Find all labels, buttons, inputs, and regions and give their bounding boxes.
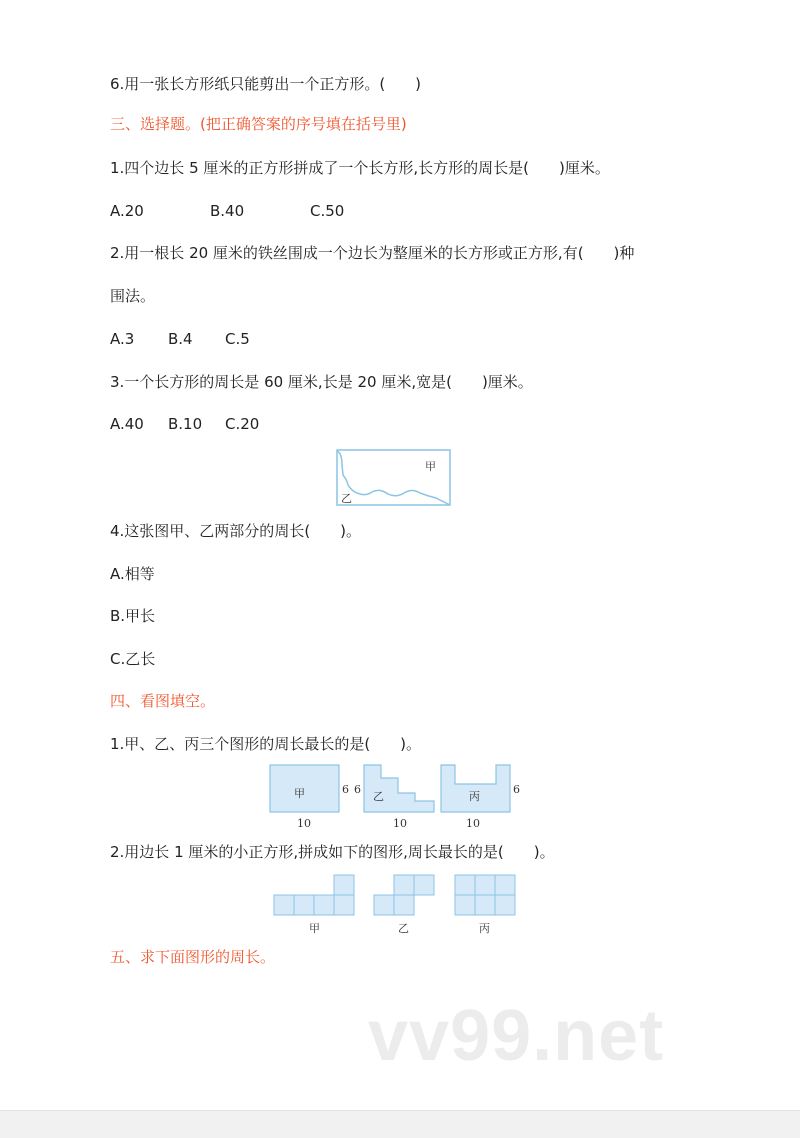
shape-label-jia: 甲 (294, 787, 305, 800)
choice-4-option-a: A.相等 (110, 565, 155, 583)
question-6: 6.用一张长方形纸只能剪出一个正方形。( ) (110, 75, 422, 93)
squares-label-yi: 乙 (398, 922, 409, 935)
choice-question-3: 3.一个长方形的周长是 60 厘米,长是 20 厘米,宽是( )厘米。 (110, 373, 533, 391)
choice-1-option-a: A.20 (110, 202, 144, 220)
choice-question-2: 2.用一根长 20 厘米的铁丝围成一个边长为整厘米的长方形或正方形,有( )种 (110, 244, 635, 262)
width-label-jia: 10 (297, 817, 311, 830)
squares-bing (455, 875, 515, 915)
choice-3-option-c: C.20 (225, 415, 260, 433)
choice-2-option-a: A.3 (110, 330, 135, 348)
section-5-heading: 五、求下面图形的周长。 (110, 948, 276, 966)
squares-yi (374, 875, 434, 915)
fill-question-2: 2.用边长 1 厘米的小正方形,拼成如下的图形,周长最长的是( )。 (110, 843, 555, 861)
choice-question-4: 4.这张图甲、乙两部分的周长( )。 (110, 522, 362, 540)
squares-label-bing: 丙 (479, 922, 490, 935)
choice-question-2-cont: 围法。 (110, 287, 156, 305)
shape-label-bing: 丙 (469, 790, 480, 803)
choice-3-option-b: B.10 (168, 415, 203, 433)
height-label-jia: 6 (342, 783, 349, 796)
width-label-bing: 10 (466, 817, 480, 830)
width-label-yi: 10 (393, 817, 407, 830)
shape-bing (441, 765, 510, 812)
choice-4-option-c: C.乙长 (110, 650, 156, 668)
choice-2-option-c: C.5 (225, 330, 250, 348)
choice-3-option-a: A.40 (110, 415, 144, 433)
bottom-bar (0, 1110, 800, 1138)
squares-label-jia: 甲 (309, 922, 320, 935)
height-label-bing: 6 (513, 783, 520, 796)
shape-label-yi: 乙 (373, 790, 384, 803)
choice-1-option-c: C.50 (310, 202, 345, 220)
paper-label-jia: 甲 (425, 460, 436, 473)
paper-label-yi: 乙 (341, 492, 352, 505)
choice-1-option-b: B.40 (210, 202, 245, 220)
paper-figure (337, 450, 450, 505)
height-label-yi: 6 (354, 783, 361, 796)
section-4-heading: 四、看图填空。 (110, 692, 216, 710)
fill-question-1: 1.甲、乙、丙三个图形的周长最长的是( )。 (110, 735, 422, 753)
squares-jia (274, 875, 354, 915)
section-3-heading: 三、选择题。(把正确答案的序号填在括号里) (110, 115, 407, 133)
shape-yi (364, 765, 434, 812)
watermark: vv99.net (368, 996, 665, 1076)
choice-2-option-b: B.4 (168, 330, 193, 348)
choice-question-1: 1.四个边长 5 厘米的正方形拼成了一个长方形,长方形的周长是( )厘米。 (110, 159, 610, 177)
choice-4-option-b: B.甲长 (110, 607, 156, 625)
